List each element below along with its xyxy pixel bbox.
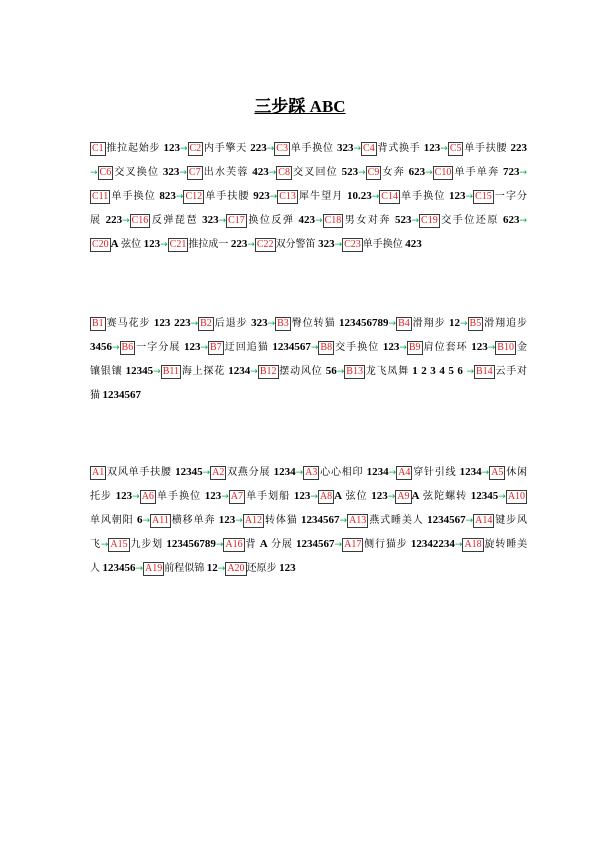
text-line bbox=[90, 232, 527, 256]
step-name: 背 bbox=[244, 539, 260, 550]
step-count: 12345 bbox=[125, 365, 154, 377]
text-line bbox=[90, 532, 527, 556]
step-name: 心心相印 bbox=[319, 467, 367, 478]
step-code: B12 bbox=[259, 365, 277, 377]
step-code: C7 bbox=[188, 166, 201, 178]
arrow-icon: → bbox=[202, 468, 211, 478]
text-line bbox=[90, 460, 527, 484]
step-code: C11 bbox=[92, 190, 109, 202]
step-code: A5 bbox=[491, 466, 504, 478]
arrow-icon: → bbox=[179, 168, 187, 178]
step-code: A15 bbox=[110, 538, 128, 550]
step-code: C21 bbox=[169, 238, 187, 250]
step-count: 1234567 bbox=[427, 514, 466, 526]
step-name: 一字分展 bbox=[135, 342, 184, 353]
arrow-icon: → bbox=[268, 168, 277, 178]
text-line bbox=[90, 136, 527, 160]
step-count: 623 bbox=[408, 166, 426, 178]
step-name: 单手扶腰 bbox=[463, 143, 511, 154]
arrow-icon: → bbox=[425, 168, 433, 178]
text-line bbox=[90, 160, 527, 184]
arrow-icon: → bbox=[487, 343, 496, 353]
step-name: 换位反弹 bbox=[246, 215, 299, 226]
text-line bbox=[90, 383, 527, 407]
step-count: 323 bbox=[162, 166, 180, 178]
arrow-icon: → bbox=[153, 367, 161, 377]
step-code: A20 bbox=[227, 562, 245, 574]
step-name: 单手换位 bbox=[399, 191, 450, 202]
step-count: 1234567 bbox=[296, 538, 335, 550]
step-count: 623 bbox=[503, 214, 520, 226]
arrow-icon: → bbox=[269, 192, 278, 202]
step-code: B5 bbox=[469, 317, 482, 329]
step-count: 723 bbox=[502, 166, 520, 178]
step-count: 223 bbox=[510, 142, 528, 154]
step-count: 923 bbox=[253, 190, 270, 202]
step-code: C9 bbox=[367, 166, 380, 178]
step-count: 12 bbox=[206, 562, 218, 574]
step-code: B1 bbox=[92, 317, 104, 329]
step-code: C23 bbox=[344, 238, 361, 250]
step-code: C2 bbox=[189, 142, 202, 154]
step-name: 旋转睡美 bbox=[483, 539, 528, 550]
step-code: C12 bbox=[185, 190, 203, 202]
step-count: 123 bbox=[279, 562, 296, 574]
step-name: 燕式睡美人 bbox=[368, 515, 428, 526]
arrow-icon: → bbox=[371, 192, 380, 202]
step-code: A10 bbox=[507, 490, 526, 502]
arrow-icon: → bbox=[217, 564, 226, 574]
arrow-icon: → bbox=[132, 492, 140, 502]
text-line bbox=[90, 556, 527, 580]
step-count: A bbox=[259, 538, 268, 550]
arrow-icon: → bbox=[465, 192, 474, 202]
step-name: 单手划船 bbox=[245, 491, 294, 502]
step-count: 1234567 bbox=[272, 341, 311, 353]
arrow-icon: → bbox=[235, 516, 243, 526]
step-name: 双燕分展 bbox=[226, 467, 274, 478]
step-code: B6 bbox=[121, 341, 134, 353]
text-line bbox=[90, 208, 527, 232]
arrow-icon: → bbox=[519, 168, 528, 178]
step-name: 弦位 bbox=[342, 491, 372, 502]
step-name: 单手换位 bbox=[289, 143, 337, 154]
text-line bbox=[90, 184, 527, 208]
step-count: 423 bbox=[298, 214, 316, 226]
arrow-icon: → bbox=[221, 492, 229, 502]
step-count: 12 bbox=[449, 317, 460, 329]
step-code: A7 bbox=[230, 490, 244, 502]
arrow-icon: → bbox=[388, 319, 397, 329]
arrow-icon: → bbox=[100, 540, 109, 550]
step-name: 滑翔追步 bbox=[483, 318, 528, 329]
arrow-icon: → bbox=[142, 516, 151, 526]
arrow-icon: → bbox=[353, 144, 362, 154]
step-count: 423 bbox=[252, 166, 269, 178]
arrow-icon: → bbox=[90, 168, 98, 178]
step-code: A1 bbox=[92, 466, 105, 478]
step-name: 人 bbox=[90, 563, 103, 574]
step-code: B13 bbox=[346, 365, 363, 377]
step-count: 123 bbox=[115, 490, 133, 502]
step-name: 单手换位 bbox=[155, 491, 205, 502]
arrow-icon: → bbox=[175, 192, 184, 202]
step-count: 1234 bbox=[273, 466, 296, 478]
arrow-icon: → bbox=[250, 367, 258, 377]
step-count: 12342234 bbox=[410, 538, 455, 550]
arrow-icon: → bbox=[310, 492, 318, 502]
step-count: 1234 bbox=[366, 466, 389, 478]
text-line bbox=[90, 311, 527, 335]
step-count: 123 bbox=[449, 190, 466, 202]
step-code: A8 bbox=[319, 490, 333, 502]
arrow-icon: → bbox=[388, 468, 397, 478]
step-name: 交叉回位 bbox=[291, 167, 342, 178]
step-name: 托步 bbox=[90, 491, 116, 502]
arrow-icon: → bbox=[387, 492, 396, 502]
step-count: 123 bbox=[382, 341, 400, 353]
step-count: 323 bbox=[251, 317, 268, 329]
step-name: 穿针引线 bbox=[412, 467, 460, 478]
step-count: 6 bbox=[136, 514, 143, 526]
step-code: C1 bbox=[92, 142, 104, 154]
step-count: 56 bbox=[325, 365, 337, 377]
step-code: A12 bbox=[244, 514, 263, 526]
text-line bbox=[90, 484, 527, 508]
step-name: 推拉起始步 bbox=[105, 143, 164, 154]
arrow-icon: → bbox=[315, 216, 323, 226]
section-c-steps bbox=[90, 136, 527, 256]
step-count: 1234 bbox=[459, 466, 482, 478]
step-name: 金 bbox=[515, 342, 528, 353]
step-code: A18 bbox=[464, 538, 482, 550]
step-name: 臀位转猫 bbox=[290, 318, 340, 329]
step-code: B2 bbox=[200, 317, 212, 329]
step-code: C10 bbox=[434, 166, 452, 178]
step-name: 侧行猫步 bbox=[363, 539, 411, 550]
step-name: 交手换位 bbox=[334, 342, 383, 353]
arrow-icon: → bbox=[247, 240, 255, 250]
arrow-icon: → bbox=[160, 240, 168, 250]
step-code: A6 bbox=[141, 490, 154, 502]
arrow-icon: → bbox=[440, 144, 448, 154]
step-name: 单手扶腰 bbox=[204, 191, 254, 202]
step-count: 1234567 bbox=[102, 389, 141, 401]
step-count: 123 bbox=[423, 142, 441, 154]
step-name: 一字分 bbox=[493, 191, 528, 202]
step-count: 123 223 bbox=[153, 317, 191, 329]
step-code: C14 bbox=[381, 190, 398, 202]
step-name: 双风单手扶腰 bbox=[106, 467, 176, 478]
step-code: C8 bbox=[278, 166, 290, 178]
step-name: 犀牛望月 bbox=[297, 191, 347, 202]
step-name: 还原步 bbox=[246, 563, 280, 574]
step-name: 单手换位 bbox=[362, 239, 406, 250]
step-code: C19 bbox=[421, 214, 438, 226]
step-code: A4 bbox=[398, 466, 411, 478]
step-count: 123 bbox=[143, 238, 161, 250]
step-code: B10 bbox=[497, 341, 514, 353]
arrow-icon: → bbox=[190, 319, 199, 329]
step-name: 弦陀螺转 bbox=[419, 491, 471, 502]
arrow-icon: → bbox=[454, 540, 463, 550]
arrow-icon: → bbox=[334, 540, 343, 550]
step-name: 交叉换位 bbox=[113, 167, 163, 178]
step-count: 123 bbox=[293, 490, 311, 502]
arrow-icon: → bbox=[215, 540, 224, 550]
step-name: 赛马花步 bbox=[105, 318, 154, 329]
arrow-icon: → bbox=[411, 216, 420, 226]
section-a-steps bbox=[90, 460, 527, 580]
step-code: B3 bbox=[277, 317, 289, 329]
step-name: 休闲 bbox=[505, 467, 528, 478]
page-title-text: 三步踩 ABC bbox=[254, 97, 346, 116]
step-count: A bbox=[110, 238, 119, 250]
arrow-icon: → bbox=[460, 319, 468, 329]
step-count: 123 bbox=[204, 490, 222, 502]
arrow-icon: → bbox=[334, 240, 343, 250]
step-name: 反弹琵琶 bbox=[150, 215, 203, 226]
arrow-icon: → bbox=[358, 168, 366, 178]
step-code: B4 bbox=[398, 317, 410, 329]
step-name: 云手对 bbox=[494, 366, 528, 377]
step-name: 迂回追猫 bbox=[223, 342, 273, 353]
step-name: 九步划 bbox=[129, 539, 167, 550]
step-code: A11 bbox=[152, 514, 169, 526]
step-count: 3456 bbox=[90, 341, 112, 353]
step-code: B14 bbox=[476, 365, 493, 377]
step-count: 123 bbox=[163, 142, 180, 154]
text-line bbox=[90, 359, 527, 383]
step-name: 猫 bbox=[90, 390, 103, 401]
step-name: 键步风 bbox=[494, 515, 528, 526]
arrow-icon: → bbox=[266, 144, 275, 154]
step-code: A17 bbox=[344, 538, 362, 550]
step-code: A2 bbox=[212, 466, 225, 478]
step-code: C3 bbox=[276, 142, 288, 154]
step-name: 飞 bbox=[90, 539, 101, 550]
section-b-steps bbox=[90, 311, 527, 407]
step-name: 男女对奔 bbox=[343, 215, 395, 226]
step-count: 1234 bbox=[228, 365, 251, 377]
step-count: 823 bbox=[159, 190, 176, 202]
arrow-icon: → bbox=[399, 343, 407, 353]
step-count: 223 bbox=[105, 214, 123, 226]
step-count: 423 bbox=[405, 238, 422, 250]
step-name: 分展 bbox=[267, 539, 297, 550]
step-code: A9 bbox=[397, 490, 410, 502]
arrow-icon: → bbox=[310, 343, 319, 353]
step-name: 单手单奔 bbox=[453, 167, 503, 178]
step-count: 323 bbox=[318, 238, 335, 250]
step-code: A19 bbox=[145, 562, 163, 574]
arrow-icon: → bbox=[339, 516, 348, 526]
step-code: C5 bbox=[449, 142, 462, 154]
step-code: C15 bbox=[475, 190, 492, 202]
step-code: C22 bbox=[256, 238, 274, 250]
step-code: C4 bbox=[363, 142, 375, 154]
arrow-icon: → bbox=[218, 216, 227, 226]
arrow-icon: → bbox=[466, 367, 475, 377]
step-code: C16 bbox=[131, 214, 149, 226]
arrow-icon: → bbox=[519, 216, 528, 226]
step-count: 523 bbox=[341, 166, 359, 178]
arrow-icon: → bbox=[200, 343, 208, 353]
arrow-icon: → bbox=[267, 319, 276, 329]
arrow-icon: → bbox=[179, 144, 188, 154]
step-code: B11 bbox=[162, 365, 180, 377]
arrow-icon: → bbox=[498, 492, 506, 502]
arrow-icon: → bbox=[336, 367, 345, 377]
step-name: 滑翔步 bbox=[411, 318, 449, 329]
step-code: B9 bbox=[408, 341, 421, 353]
step-name: 单手换位 bbox=[110, 191, 160, 202]
step-count: A bbox=[411, 490, 420, 502]
step-code: B7 bbox=[209, 341, 222, 353]
step-code: A14 bbox=[475, 514, 493, 526]
arrow-icon: → bbox=[135, 564, 144, 574]
step-name: 展 bbox=[90, 215, 106, 226]
step-name: 出水芙蓉 bbox=[202, 167, 253, 178]
step-name: 镶银镶 bbox=[90, 366, 126, 377]
step-name: 转体猫 bbox=[264, 515, 302, 526]
step-count: 123 bbox=[183, 341, 201, 353]
step-count: 123 bbox=[218, 514, 236, 526]
step-code: A3 bbox=[305, 466, 318, 478]
step-name: 内手擎天 bbox=[203, 143, 251, 154]
step-name: 单风朝阳 bbox=[90, 515, 137, 526]
step-name: 背式换手 bbox=[376, 143, 424, 154]
step-name: 双分警笛 bbox=[275, 239, 319, 250]
step-name: 交手位还原 bbox=[439, 215, 503, 226]
step-code: A13 bbox=[349, 514, 367, 526]
step-count: 223 bbox=[230, 238, 248, 250]
step-name: 前程似锦 bbox=[164, 563, 207, 574]
step-count: 323 bbox=[337, 142, 354, 154]
step-count: 12345 bbox=[470, 490, 499, 502]
step-count: 12345 bbox=[175, 466, 203, 478]
step-count: 223 bbox=[250, 142, 267, 154]
step-count: 1234567 bbox=[301, 514, 340, 526]
step-count: 123456789 bbox=[339, 317, 389, 329]
step-count: A bbox=[334, 490, 343, 502]
step-code: A16 bbox=[225, 538, 243, 550]
text-line bbox=[90, 508, 527, 532]
step-name: 摆动风位 bbox=[278, 366, 326, 377]
step-code: C17 bbox=[228, 214, 245, 226]
step-name: 女奔 bbox=[381, 167, 409, 178]
step-code: C18 bbox=[324, 214, 342, 226]
arrow-icon: → bbox=[112, 343, 120, 353]
step-count: 323 bbox=[202, 214, 219, 226]
step-name: 龙飞凤舞 bbox=[364, 366, 413, 377]
step-count: 10.23 bbox=[346, 190, 372, 202]
step-count: 123 bbox=[371, 490, 388, 502]
step-name: 后退步 bbox=[213, 318, 252, 329]
step-name: 弦位 bbox=[118, 239, 144, 250]
step-count: 523 bbox=[395, 214, 412, 226]
step-code: C20 bbox=[92, 238, 109, 250]
step-count: 123456789 bbox=[166, 538, 216, 550]
step-count: 1 2 3 4 5 6 bbox=[412, 365, 467, 377]
text-line bbox=[90, 335, 527, 359]
step-code: C6 bbox=[99, 166, 112, 178]
step-name: 海上探花 bbox=[181, 366, 229, 377]
arrow-icon: → bbox=[465, 516, 474, 526]
arrow-icon: → bbox=[295, 468, 304, 478]
arrow-icon: → bbox=[122, 216, 130, 226]
step-count: 123 bbox=[471, 341, 488, 353]
step-code: C13 bbox=[279, 190, 296, 202]
step-code: B8 bbox=[320, 341, 333, 353]
arrow-icon: → bbox=[481, 468, 490, 478]
step-name: 肩位套环 bbox=[422, 342, 472, 353]
step-count: 123456 bbox=[102, 562, 136, 574]
step-name: 推拉成一 bbox=[188, 239, 231, 250]
page-title bbox=[0, 95, 600, 119]
step-name: 横移单奔 bbox=[170, 515, 219, 526]
